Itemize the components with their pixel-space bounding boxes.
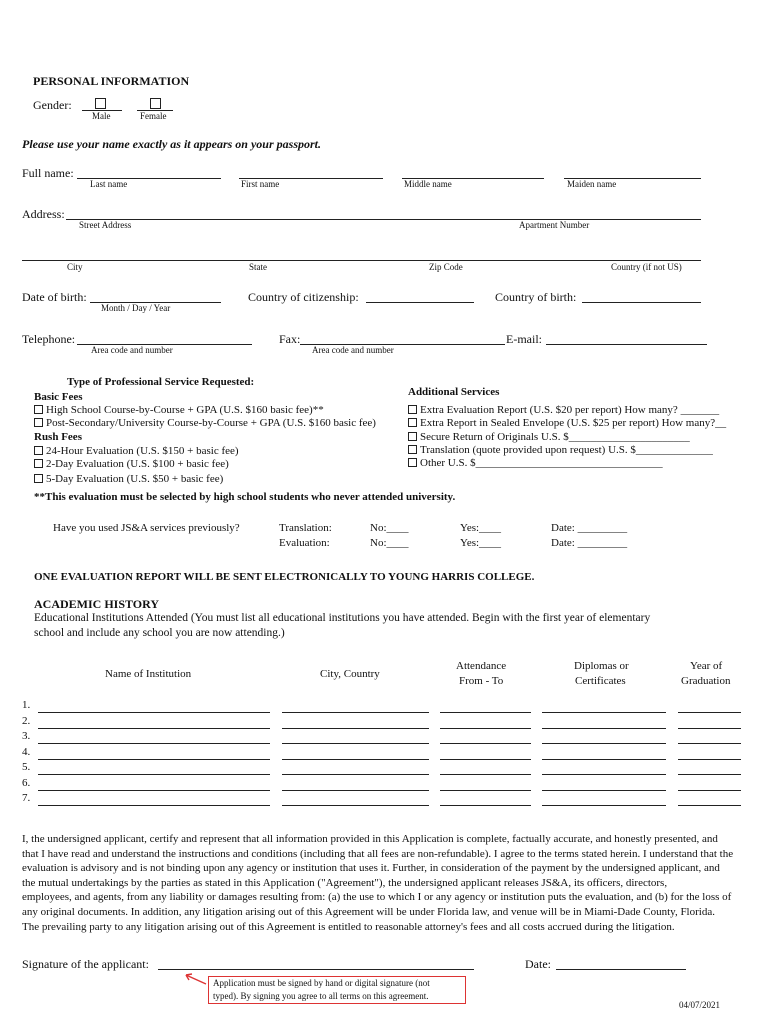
checkbox-icon[interactable] [34,474,43,483]
diploma-field[interactable] [542,728,666,729]
dob-format-caption: Month / Day / Year [101,303,171,313]
signature-note-line-1: Application must be signed by hand or digital signature (not [213,978,430,988]
other-label: Other U.S. $__________________________________ [420,457,663,469]
translation-no-field[interactable]: No:____ [370,522,409,534]
maiden-name-caption: Maiden name [567,179,617,189]
state-caption: State [249,262,267,272]
first-name-caption: First name [241,179,280,189]
rush-5day-option[interactable] [34,473,223,485]
city-state-zip-field[interactable] [22,260,701,261]
academic-instructions-1: Educational Institutions Attended (You must list all educational institutions you have attended. Begin with the first year of elementary [34,612,651,624]
attendance-field[interactable] [440,805,531,806]
diploma-field[interactable] [542,712,666,713]
passport-note: Please use your name exactly as it appears on your passport. [22,137,321,151]
service-hs-label: High School Course-by-Course + GPA (U.S. $160 basic fee)** [46,404,324,416]
certification-text [22,832,744,934]
rush-24h-label: 24-Hour Evaluation (U.S. $150 + basic fee) [46,445,239,457]
service-hs-option[interactable] [34,404,324,416]
country-caption: Country (if not US) [611,262,682,272]
academic-row-number: 1. [22,699,31,711]
rush-2day-label: 2-Day Evaluation (U.S. $100 + basic fee) [46,458,229,470]
evaluation-no-field[interactable]: No:____ [370,537,409,549]
rush-24h-option[interactable] [34,445,239,457]
city-country-field[interactable] [282,743,429,744]
diploma-field[interactable] [542,805,666,806]
checkbox-icon[interactable] [408,405,417,414]
apartment-caption: Apartment Number [519,220,590,230]
other-option[interactable] [408,457,663,469]
service-university-label: Post-Secondary/University Course-by-Course + GPA (U.S. $160 basic fee) [46,417,376,429]
academic-instructions-2: school and include any school you are now attending.) [34,627,285,639]
service-university-option[interactable] [34,417,376,429]
academic-heading: ACADEMIC HISTORY [34,597,160,611]
attendance-field[interactable] [440,790,531,791]
sealed-envelope-option[interactable] [408,417,726,429]
gender-label: Gender: [33,98,72,112]
city-caption: City [67,262,83,272]
hs-note: **This evaluation must be selected by high school students who never attended university. [34,491,456,503]
fax-caption: Area code and number [312,345,394,355]
institution-name-field[interactable] [38,790,270,791]
translation-date-field[interactable]: Date: _________ [551,522,628,534]
graduation-year-field[interactable] [678,743,741,744]
footer-date: 04/07/2021 [679,1000,721,1010]
signature-field[interactable] [158,969,474,970]
city-country-field[interactable] [282,805,429,806]
institution-name-field[interactable] [38,759,270,760]
academic-row-number: 3. [22,730,31,742]
previous-question: Have you used JS&A services previously? [53,522,240,534]
diploma-field[interactable] [542,774,666,775]
translation-row-label: Translation: [279,522,332,534]
basic-fees-heading: Basic Fees [34,391,83,403]
female-label: Female [140,111,167,121]
col-diplomas-header-2: Certificates [575,675,626,687]
certification-line: employees, and agents, from any liability or damages resulting from: (a) the use to which I or any agency or institution puts the evaluation, and (b) for the loss of [22,891,732,904]
attendance-field[interactable] [440,759,531,760]
personal-heading: PERSONAL INFORMATION [33,74,190,88]
attendance-field[interactable] [440,712,531,713]
diploma-field[interactable] [542,759,666,760]
certification-line: any original documents. In addition, any litigation arising out of this Agreement will be under Florida law, and venue will be in Miami-Dade County, Florida. [22,905,715,918]
middle-name-caption: Middle name [404,179,452,189]
col-attendance-header-1: Attendance [456,660,507,672]
translation-label: Translation (quote provided upon request) U.S. $______________ [420,444,713,456]
signature-note [208,976,466,1004]
graduation-year-field[interactable] [678,805,741,806]
col-year-header-1: Year of [690,660,723,672]
citizenship-label: Country of citizenship: [248,290,359,304]
checkbox-icon[interactable] [408,432,417,441]
academic-row-number: 2. [22,714,31,727]
city-country-field[interactable] [282,728,429,729]
institution-name-field[interactable] [38,774,270,775]
citizenship-field[interactable] [366,302,474,303]
checkbox-icon[interactable] [34,459,43,468]
extra-report-option[interactable] [408,404,719,416]
telephone-caption: Area code and number [91,345,173,355]
col-name-header: Name of Institution [105,668,192,680]
graduation-year-field[interactable] [678,728,741,729]
rush-fees-heading: Rush Fees [34,431,82,443]
birth-country-field[interactable] [582,302,701,303]
institution-name-field[interactable] [38,805,270,806]
translation-yes-field[interactable]: Yes:____ [460,522,502,534]
signature-date-label: Date: [525,957,551,971]
col-diplomas-header-1: Diplomas or [574,660,629,672]
secure-return-option[interactable] [408,431,690,443]
col-attendance-header-2: From - To [459,675,504,687]
checkbox-icon[interactable] [408,418,417,427]
male-label: Male [92,111,111,121]
checkbox-icon[interactable] [34,405,43,414]
fullname-label: Full name: [22,166,74,180]
graduation-year-field[interactable] [678,790,741,791]
extra-report-label: Extra Evaluation Report (U.S. $20 per report) How many? _______ [420,404,720,416]
sealed-envelope-label: Extra Report in Sealed Envelope (U.S. $25 per report) How many?__ [420,417,727,429]
diploma-field[interactable] [542,790,666,791]
telephone-label: Telephone: [22,332,76,346]
street-address-field[interactable] [66,219,701,220]
certification-line: the mutual undertakings by the parties as stated in this Application ("Agreement"), the undersigned applicant releases JS&A, its officers, directors, [22,876,668,889]
city-country-field[interactable] [282,759,429,760]
email-field[interactable] [546,344,707,345]
institution-name-field[interactable] [38,743,270,744]
academic-row-number: 5. [22,761,31,773]
city-country-field[interactable] [282,790,429,791]
attendance-field[interactable] [440,728,531,729]
institution-name-field[interactable] [38,728,270,729]
diploma-field[interactable] [542,743,666,744]
secure-return-label: Secure Return of Originals U.S. $______________________ [420,431,690,443]
female-checkbox[interactable] [150,98,161,109]
academic-row-number: 6. [22,776,31,789]
col-year-header-2: Graduation [681,675,731,687]
city-country-field[interactable] [282,712,429,713]
dob-label: Date of birth: [22,290,87,304]
checkbox-icon[interactable] [408,445,417,454]
certification-line: The prevailing party to any litigation arising out of this Agreement is entitled to reasonable attorney's fees and all costs accrued during the litigation. [22,920,675,933]
additional-heading: Additional Services [408,386,500,398]
checkbox-icon[interactable] [408,458,417,467]
evaluation-yes-field[interactable]: Yes:____ [460,537,502,549]
signature-note-line-2: typed). By signing you agree to all terms on this agreement. [213,991,429,1001]
attendance-field[interactable] [440,743,531,744]
fax-label: Fax: [279,332,301,346]
rush-5day-label: 5-Day Evaluation (U.S. $50 + basic fee) [46,473,224,485]
male-checkbox[interactable] [95,98,106,109]
translation-option[interactable] [408,444,713,456]
academic-row-number: 4. [22,745,31,758]
evaluation-date-field[interactable]: Date: _________ [551,537,628,549]
institution-name-field[interactable] [38,712,270,713]
checkbox-icon[interactable] [34,418,43,427]
services-heading: Type of Professional Service Requested: [67,376,255,388]
signature-label: Signature of the applicant: [22,957,149,971]
arrow-up-left-icon [180,971,208,987]
city-country-field[interactable] [282,774,429,775]
col-city-header: City, Country [320,668,380,680]
attendance-field[interactable] [440,774,531,775]
zip-caption: Zip Code [429,262,463,272]
academic-row-number: 7. [22,792,31,804]
graduation-year-field[interactable] [678,712,741,713]
last-name-caption: Last name [90,179,128,189]
certification-line: evaluation is advisory and is not binding upon any agency or institution that uses it. Further, in consideration of the payment by the undersigned applicant, and [22,862,720,875]
certification-line: I, the undersigned applicant, certify and represent that all information provided in this Application is complete, factually accurate, and honestly presented, and [22,833,718,845]
street-caption: Street Address [79,220,132,230]
signature-date-field[interactable] [556,969,686,970]
address-label: Address: [22,207,65,221]
evaluation-row-label: Evaluation: [279,537,330,549]
rush-2day-option[interactable] [34,458,229,470]
email-label: E-mail: [506,332,542,346]
birth-country-label: Country of birth: [495,290,577,304]
checkbox-icon[interactable] [34,446,43,455]
graduation-year-field[interactable] [678,759,741,760]
certification-line: that I have read and understand the instructions and conditions (including that all fees are non-refundable). I agree to the terms stated herein. I understand that the [22,847,734,860]
electronic-note: ONE EVALUATION REPORT WILL BE SENT ELECTRONICALLY TO YOUNG HARRIS COLLEGE. [34,571,535,583]
graduation-year-field[interactable] [678,774,741,775]
